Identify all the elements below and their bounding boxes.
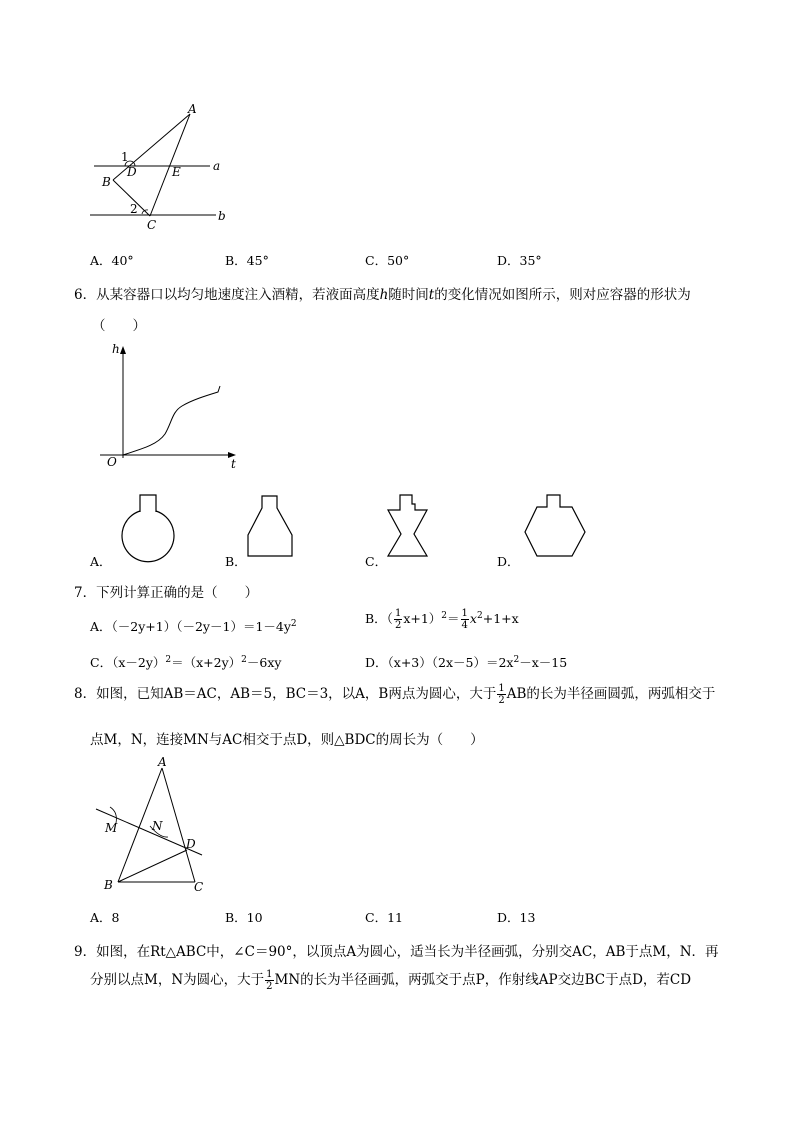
q8-option-d[interactable]: D．13 xyxy=(497,910,536,925)
q7-b-tail: +1+x xyxy=(482,611,519,626)
q7-b-prefix: B．（ xyxy=(365,611,393,626)
q5-label-E: E xyxy=(172,165,181,179)
q7-b-frac2-num: 1 xyxy=(461,608,468,619)
q8-label-D: D xyxy=(186,837,196,851)
q7-d-prefix: D．（x+3）（2x－5）＝2x xyxy=(365,655,514,670)
q6-stem-t: t xyxy=(428,287,435,303)
q9-frac xyxy=(265,969,273,992)
q7-b-eq: ＝ xyxy=(447,611,460,626)
q8-label-A: A xyxy=(158,755,167,769)
q6-answer-paren: （ ） xyxy=(92,318,146,334)
q7-c-tail: ＝（x+2y） xyxy=(171,655,242,670)
q7-b-frac1-num: 1 xyxy=(394,608,402,619)
q6-option-b[interactable]: B． xyxy=(225,554,247,569)
q6-stem-part3: 的变化情况如图所示，则对应容器的形状为 xyxy=(434,287,691,303)
q8-stem-line2: 点M，N，连接MN与AC相交于点D，则△BDC的周长为（ ） xyxy=(90,732,484,748)
q5-label-b: b xyxy=(218,209,226,223)
q6-container-b xyxy=(245,492,305,567)
q7-option-d[interactable] xyxy=(365,653,567,671)
q6-graph xyxy=(100,340,260,475)
q9-frac-num: 1 xyxy=(266,969,273,980)
q5-label-C: C xyxy=(147,218,157,232)
q7-d-sup: 2 xyxy=(513,654,520,665)
q5-figure-svg xyxy=(80,100,260,240)
q7-stem: 7．下列计算正确的是（ ） xyxy=(74,585,259,601)
q7-b-frac2-den: 4 xyxy=(461,620,468,631)
q8-frac-den: 2 xyxy=(498,695,505,706)
q6-stem-part1: 6．从某容器口以均匀地速度注入酒精，若液面高度 xyxy=(74,287,380,303)
q8-option-a[interactable]: A．8 xyxy=(90,910,120,925)
q6-graph-label-h: h xyxy=(112,342,120,356)
q6-stem-part2: 随时间 xyxy=(388,287,429,303)
q5-figure xyxy=(80,100,260,240)
q6-option-c[interactable]: C． xyxy=(365,554,388,569)
q7-c-end: －6xy xyxy=(246,655,282,670)
q7-a-expr: （－2y+1）（－2y－1）＝1－4y xyxy=(111,619,291,634)
q8-line1-part2: AB的长为半径画圆弧，两弧相交于 xyxy=(506,686,716,702)
q6-container-a-svg xyxy=(118,492,178,567)
q5-label-2: 2 xyxy=(130,202,138,216)
q8-option-b[interactable]: B．10 xyxy=(225,910,263,925)
q7-c-sup2: 2 xyxy=(241,654,247,665)
q9-line2-part1: 分别以点M，N为圆心，大于 xyxy=(90,972,265,988)
q5-option-d[interactable]: D．35° xyxy=(497,253,542,268)
q6-stem xyxy=(74,283,691,303)
q6-graph-label-t: t xyxy=(231,457,236,471)
q5-option-c[interactable]: C．50° xyxy=(365,253,410,268)
q5-label-1: 1 xyxy=(121,150,129,164)
q5-option-a[interactable]: A．40° xyxy=(90,253,134,268)
q6-stem-h: h xyxy=(379,287,389,303)
q7-b-frac2 xyxy=(461,608,469,631)
q9-stem-line2 xyxy=(90,968,691,1000)
q6-graph-label-O: O xyxy=(107,455,117,469)
q7-b-frac1-den: 2 xyxy=(394,620,402,631)
q8-figure xyxy=(90,755,220,895)
q8-frac xyxy=(497,683,505,706)
q7-d-tail: －x－15 xyxy=(519,655,568,670)
q8-label-N: N xyxy=(152,819,163,833)
q7-b-sup1: 2 xyxy=(441,610,448,621)
q8-frac-num: 1 xyxy=(498,683,505,694)
q7-a-sup: 2 xyxy=(290,618,297,629)
q7-b-x: x xyxy=(469,611,477,626)
q6-container-a xyxy=(118,492,178,567)
q7-option-b[interactable] xyxy=(365,608,519,640)
q7-c-prefix: C．（x－2y） xyxy=(90,655,166,670)
q5-option-b[interactable]: B．45° xyxy=(225,253,269,268)
q6-graph-svg xyxy=(100,340,260,475)
q6-option-d[interactable]: D． xyxy=(497,554,520,569)
q5-label-A: A xyxy=(188,102,197,116)
q8-label-C: C xyxy=(194,880,204,894)
q9-frac-den: 2 xyxy=(266,981,273,992)
q9-stem-line1: 9．如图，在Rt△ABC中，∠C＝90°，以顶点A为圆心，适当长为半径画弧，分别交AC，AB于点M，N．再 xyxy=(74,944,719,960)
q6-container-c xyxy=(383,492,443,567)
q7-option-c[interactable] xyxy=(90,653,281,671)
q8-stem-line1 xyxy=(74,682,715,714)
q5-label-B: B xyxy=(102,175,111,189)
q8-label-B: B xyxy=(104,878,113,892)
q7-c-sup: 2 xyxy=(165,654,172,665)
q5-label-a: a xyxy=(213,159,221,173)
q7-b-mid: x+1） xyxy=(403,611,442,626)
q8-label-M: M xyxy=(105,821,118,835)
q8-line1-part1: 8．如图，已知AB＝AC，AB＝5，BC＝3，以A，B两点为圆心，大于 xyxy=(74,686,497,702)
q7-a-prefix: A． xyxy=(90,619,112,634)
q7-option-a[interactable] xyxy=(90,617,297,635)
q6-container-c-svg xyxy=(383,492,443,567)
q5-label-D: D xyxy=(127,165,137,179)
q6-container-b-svg xyxy=(245,492,305,567)
q6-option-a[interactable]: A． xyxy=(90,554,112,569)
q7-b-sup2: 2 xyxy=(476,610,483,621)
q6-container-d xyxy=(522,490,592,565)
q9-line2-part2: MN的长为半径画弧，两弧交于点P，作射线AP交边BC于点D，若CD xyxy=(274,972,692,988)
q6-container-d-svg xyxy=(522,490,592,565)
q7-b-frac1 xyxy=(394,608,402,631)
q8-option-c[interactable]: C．11 xyxy=(365,910,403,925)
